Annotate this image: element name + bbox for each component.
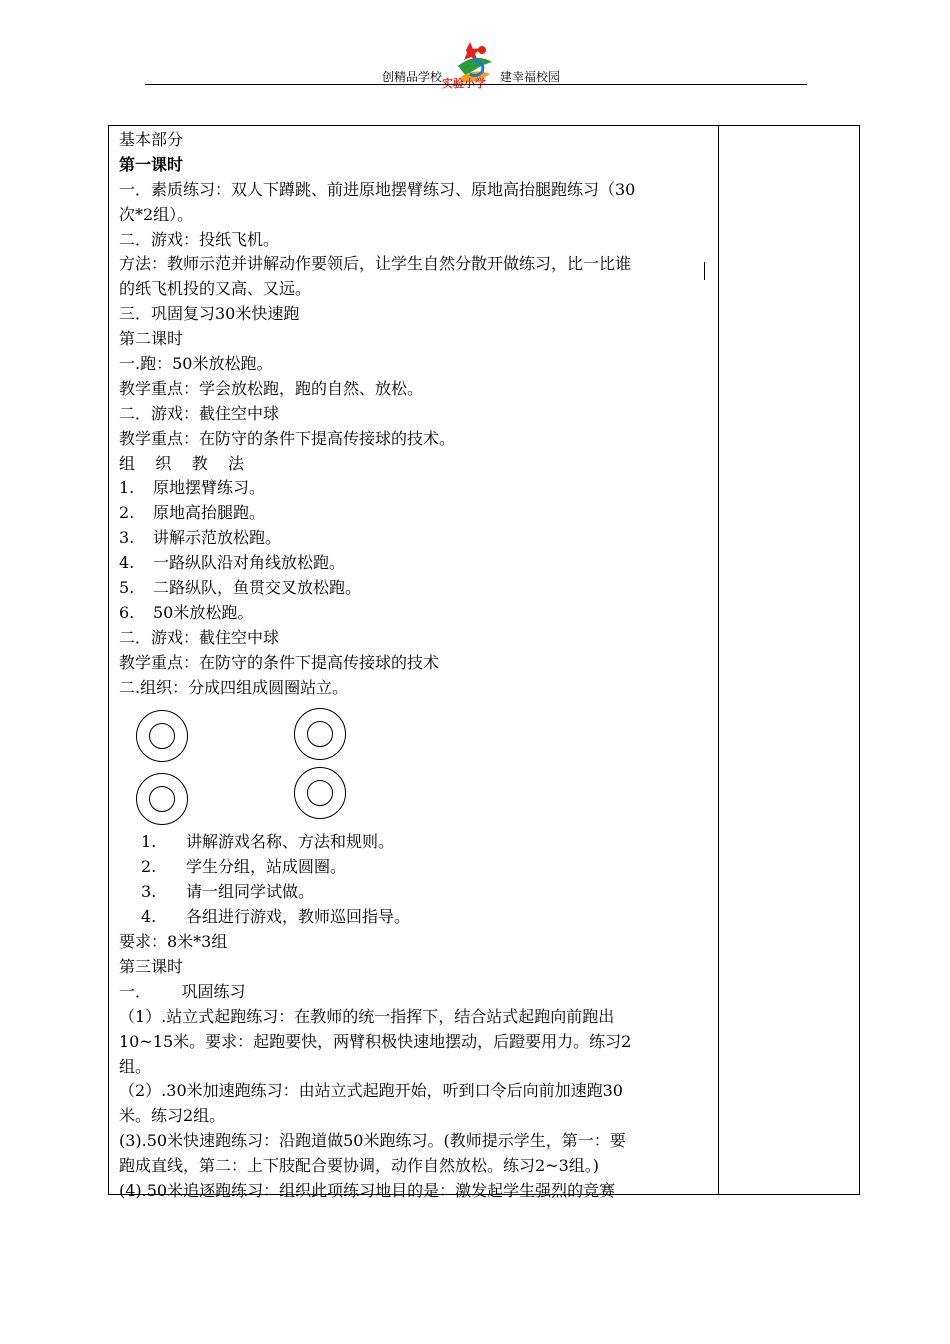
step-text: 讲解游戏名称、方法和规则。 xyxy=(186,832,395,852)
section-title: 基本部分 xyxy=(119,130,184,149)
method-item xyxy=(119,526,711,551)
column-divider xyxy=(718,126,719,1194)
text-line: 一．素质练习：双人下蹲跳、前进原地摆臂练习、原地高抬腿跑练习（30 xyxy=(119,179,636,199)
method-item xyxy=(119,601,711,626)
method-item xyxy=(119,501,711,526)
text-line: 一． 巩固练习 xyxy=(119,981,246,1001)
text-line: 10~15米。要求：起跑要快，两臂积极快速地摆动，后蹬要用力。练习2 xyxy=(119,1031,632,1051)
game-step xyxy=(119,855,711,880)
text-line: （1）.站立式起跑练习：在教师的统一指挥下，结合站式起跑向前跑出 xyxy=(119,1006,615,1026)
header-rule xyxy=(145,84,807,85)
method-heading: 组 织 教 法 xyxy=(119,453,245,473)
item-text: 一路纵队沿对角线放松跑。 xyxy=(153,553,346,573)
step-number: 2. xyxy=(141,857,157,877)
header-right-text: 建幸福校园 xyxy=(500,70,561,84)
text-line: 教学重点：在防守的条件下提高传接球的技术。 xyxy=(119,428,456,448)
text-line: 要求：8米*3组 xyxy=(119,932,228,952)
text-line: 组。 xyxy=(119,1056,152,1076)
text-line: 教学重点：在防守的条件下提高传接球的技术 xyxy=(119,652,440,672)
text-line: （2）.30米加速跑练习：由站立式起跑开始，听到口令后向前加速跑30 xyxy=(119,1081,623,1101)
step-number: 4. xyxy=(141,907,157,927)
item-text: 原地高抬腿跑。 xyxy=(153,503,266,523)
item-text: 原地摆臂练习。 xyxy=(153,478,266,498)
text-line: 次*2组）。 xyxy=(119,204,194,224)
text-line: 二．游戏：截住空中球 xyxy=(119,627,280,647)
circle-formation-diagram xyxy=(119,700,711,830)
lesson-1-title: 第一课时 xyxy=(119,154,184,174)
step-text: 各组进行游戏，教师巡回指导。 xyxy=(186,907,411,927)
text-line: (4).50米追逐跑练习：组织此项练习地目的是：激发起学生强烈的竞赛 xyxy=(119,1180,616,1200)
text-line: 二.组织：分成四组成圆圈站立。 xyxy=(119,677,349,697)
game-step xyxy=(119,905,711,930)
game-step xyxy=(119,880,711,905)
text-line: 二．游戏：截住空中球 xyxy=(119,403,280,423)
header-left-text: 创精品学校 xyxy=(382,70,443,84)
item-text: 50米放松跑。 xyxy=(153,602,254,622)
method-item xyxy=(119,551,711,576)
step-text: 请一组同学试做。 xyxy=(186,882,315,902)
game-step xyxy=(119,830,711,855)
method-item xyxy=(119,476,711,501)
lesson-3-title: 第三课时 xyxy=(119,956,184,976)
text-line: 跑成直线，第二：上下肢配合要协调，动作自然放松。练习2~3组。) xyxy=(119,1156,600,1176)
item-number: 3. xyxy=(119,528,135,548)
step-text: 学生分组，站成圆圈。 xyxy=(186,857,347,877)
page-header xyxy=(0,0,950,90)
lesson-content-cell xyxy=(119,128,711,1204)
method-item xyxy=(119,576,711,601)
text-line: 一.跑：50米放松跑。 xyxy=(119,354,273,374)
step-number: 3. xyxy=(141,882,157,902)
text-line: 二．游戏：投纸飞机。 xyxy=(119,229,280,249)
item-text: 二路纵队，鱼贯交叉放松跑。 xyxy=(153,578,362,598)
item-number: 6. xyxy=(119,602,135,622)
item-number: 4. xyxy=(119,553,135,573)
text-line: (3).50米快速跑练习：沿跑道做50米跑练习。(教师提示学生，第一：要 xyxy=(119,1131,626,1151)
text-line: 教学重点：学会放松跑，跑的自然、放松。 xyxy=(119,378,424,398)
lesson-table xyxy=(108,125,860,1200)
item-number: 5. xyxy=(119,578,135,598)
text-line: 的纸飞机投的又高、又远。 xyxy=(119,279,312,299)
logo-text: 实验小学 xyxy=(442,77,486,90)
lesson-2-title: 第二课时 xyxy=(119,329,184,349)
text-line: 米。练习2组。 xyxy=(119,1106,226,1126)
item-number: 2. xyxy=(119,503,135,523)
text-line: 三．巩固复习30米快速跑 xyxy=(119,304,300,324)
text-line: 方法：教师示范并讲解动作要领后，让学生自然分散开做练习，比一比谁 xyxy=(119,254,632,274)
item-number: 1. xyxy=(119,478,135,498)
item-text: 讲解示范放松跑。 xyxy=(153,528,282,548)
step-number: 1. xyxy=(141,832,157,852)
